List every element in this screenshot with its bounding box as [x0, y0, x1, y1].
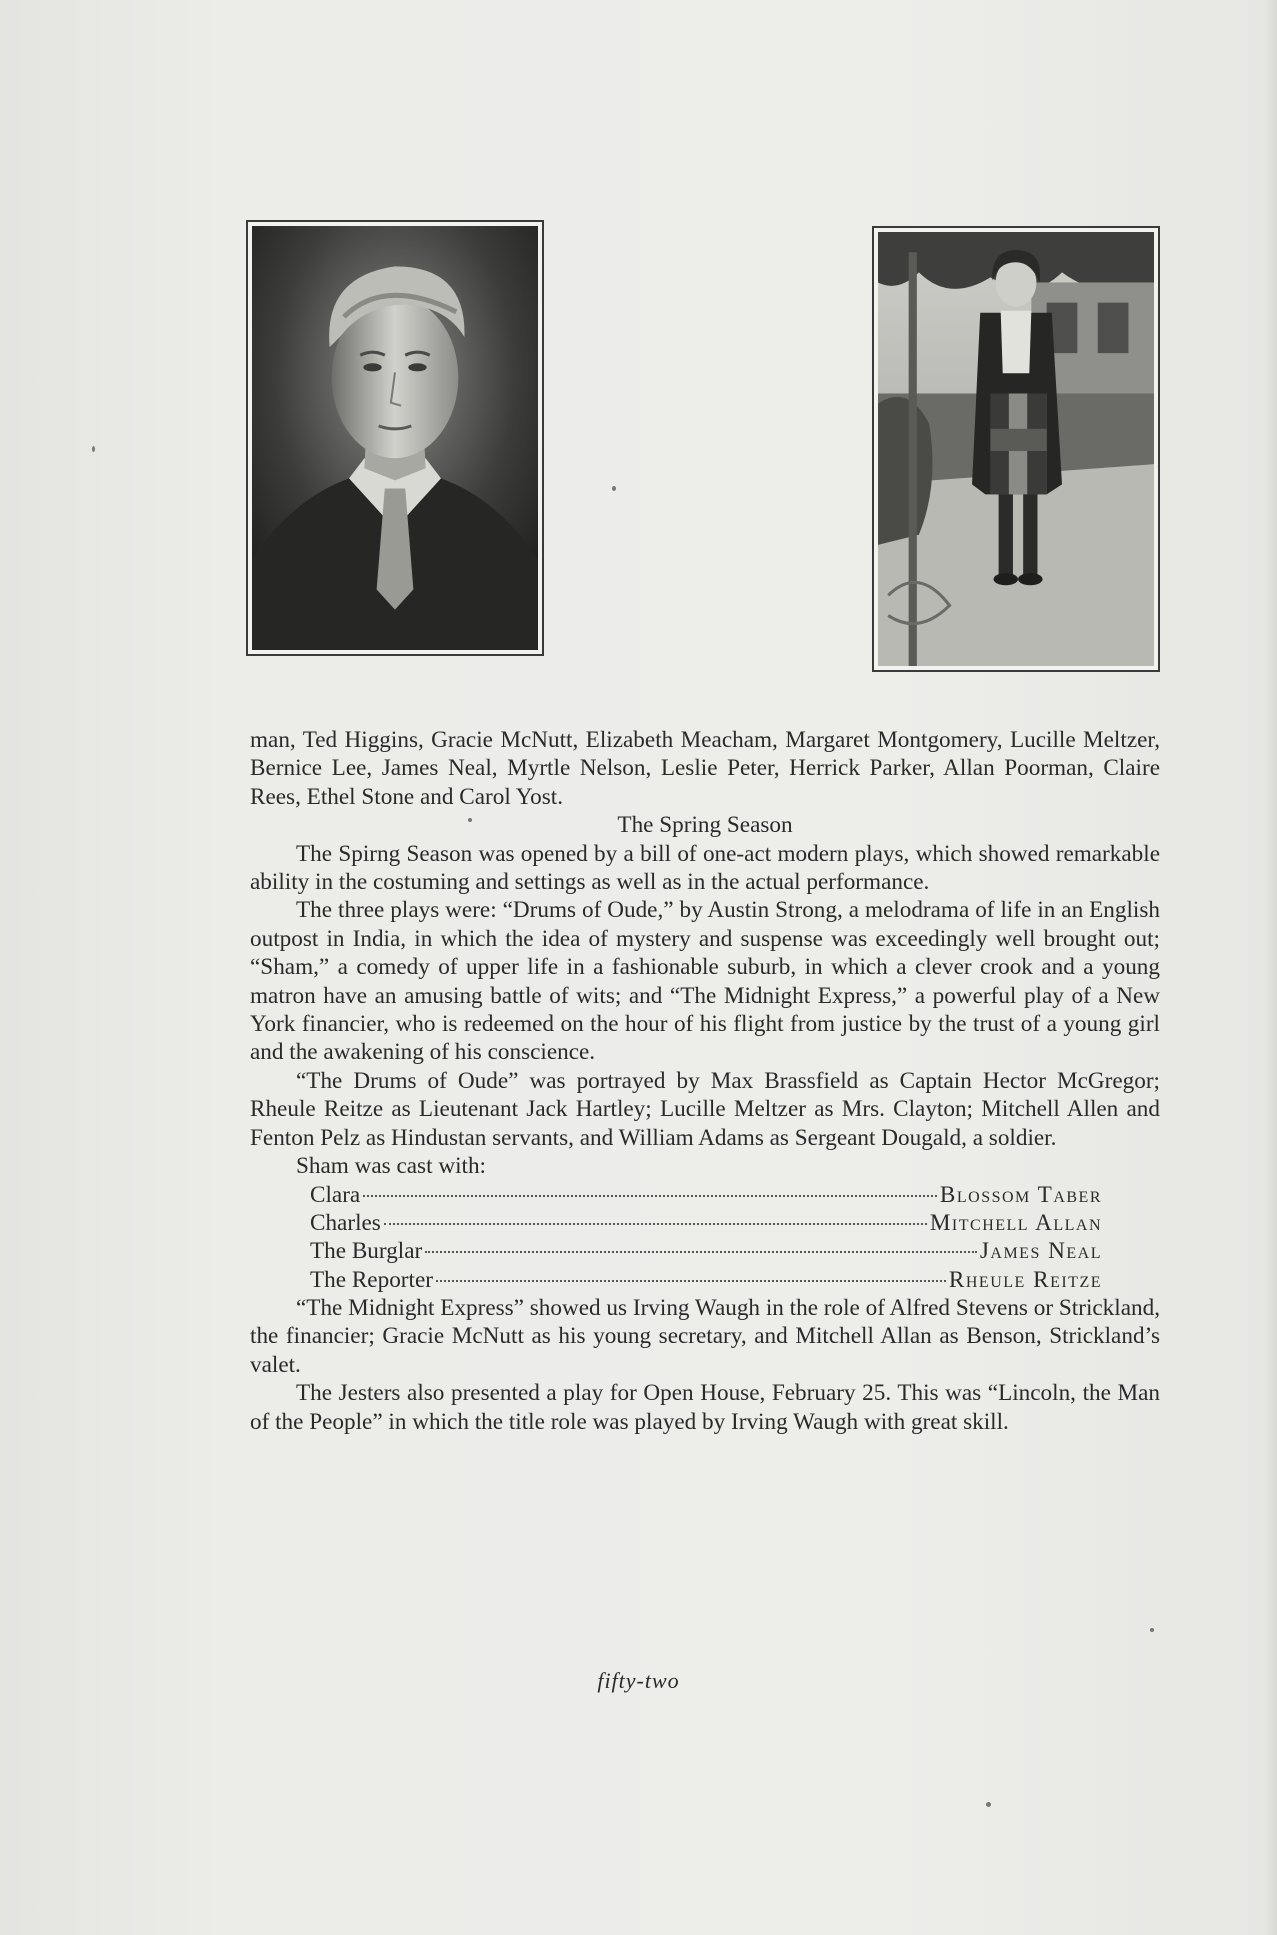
cast-actor: Mitchell Allan: [929, 1209, 1102, 1236]
dust-speck: [468, 818, 472, 822]
paragraph-open-house-play: The Jesters also presented a play for Open House, February 25. This was “Lincoln, the Man of the People” in which the title role was played by Irving Waugh with great skill.: [250, 1380, 1160, 1435]
paragraph-midnight-express-cast: “The Midnight Express” showed us Irving Waugh in the role of Alfred Stevens or Strickland, the financier; Gracie McNutt as his young secretary, and Mitchell Allan as Benson, Strickland’s valet.: [250, 1295, 1160, 1378]
article-text: [250, 726, 1160, 1436]
young-man-portrait-photo: [246, 220, 544, 656]
cast-actor: Rheule Reitze: [948, 1266, 1102, 1293]
dust-speck: [1150, 1628, 1154, 1632]
cast-row: [310, 1237, 1102, 1265]
dust-speck: [92, 446, 95, 452]
paragraph-drums-of-oude-cast: “The Drums of Oude” was portrayed by Max Brassfield as Captain Hector McGregor; Rheule Reitze as Lieutenant Jack Hartley; Lucille Meltzer as Mrs. Clayton; Mitchell Allen and Fenton Pelz as Hindustan servants, and William Adams as Sergeant Dougald, a soldier.: [250, 1067, 1160, 1151]
dot-leader: [384, 1223, 927, 1225]
cast-role: Clara: [310, 1181, 361, 1208]
cast-role: The Burglar: [310, 1238, 423, 1265]
cast-row: [310, 1266, 1102, 1294]
section-heading-spring-season: The Spring Season: [617, 812, 793, 839]
page-edge-shadow: [1263, 0, 1277, 1935]
sham-cast-intro: Sham was cast with:: [296, 1153, 486, 1180]
cast-actor: James Neal: [979, 1238, 1102, 1265]
continued-cast-paragraph: man, Ted Higgins, Gracie McNutt, Elizabeth Meacham, Margaret Montgomery, Lucille Meltzer, Bernice Lee, James Neal, Myrtle Nelson, Leslie Peter, Herrick Parker, Allan Poorman, Claire Rees, Ethel Stone and Carol Yost.: [250, 727, 1160, 810]
page-number: fifty-two: [597, 1668, 680, 1693]
dot-leader: [363, 1195, 937, 1197]
dust-speck: [986, 1802, 991, 1807]
cast-actor: Blossom Taber: [939, 1181, 1102, 1208]
cast-role: Charles: [310, 1209, 381, 1236]
dust-speck: [612, 486, 616, 491]
cast-role: The Reporter: [310, 1266, 433, 1293]
young-woman-standing-photo: [872, 226, 1160, 672]
cast-row: [310, 1209, 1102, 1237]
paragraph-spring-season-opening: The Spirng Season was opened by a bill of one-act modern plays, which showed remarkable ability in the costuming and settings as well as in the actual performance.: [250, 840, 1160, 896]
dot-leader: [436, 1280, 946, 1282]
standing-figure-image: [878, 232, 1154, 666]
portrait-image: [252, 226, 538, 650]
paragraph-three-plays: The three plays were: “Drums of Oude,” by Austin Strong, a melodrama of life in an English outpost in India, in which the idea of mystery and suspense was exceedingly well brought out; “Sham,” a comedy of upper life in a fashionable suburb, in which a clever crook and a young matron have an amusing battle of wits; and “The Midnight Express,” a powerful play of a New York financier, who is redeemed on the hour of his flight from justice by the trust of a young girl and the awakening of his conscience.: [250, 897, 1160, 1066]
cast-row: [310, 1181, 1102, 1209]
sham-cast-list: [310, 1181, 1102, 1295]
dot-leader: [425, 1251, 977, 1253]
